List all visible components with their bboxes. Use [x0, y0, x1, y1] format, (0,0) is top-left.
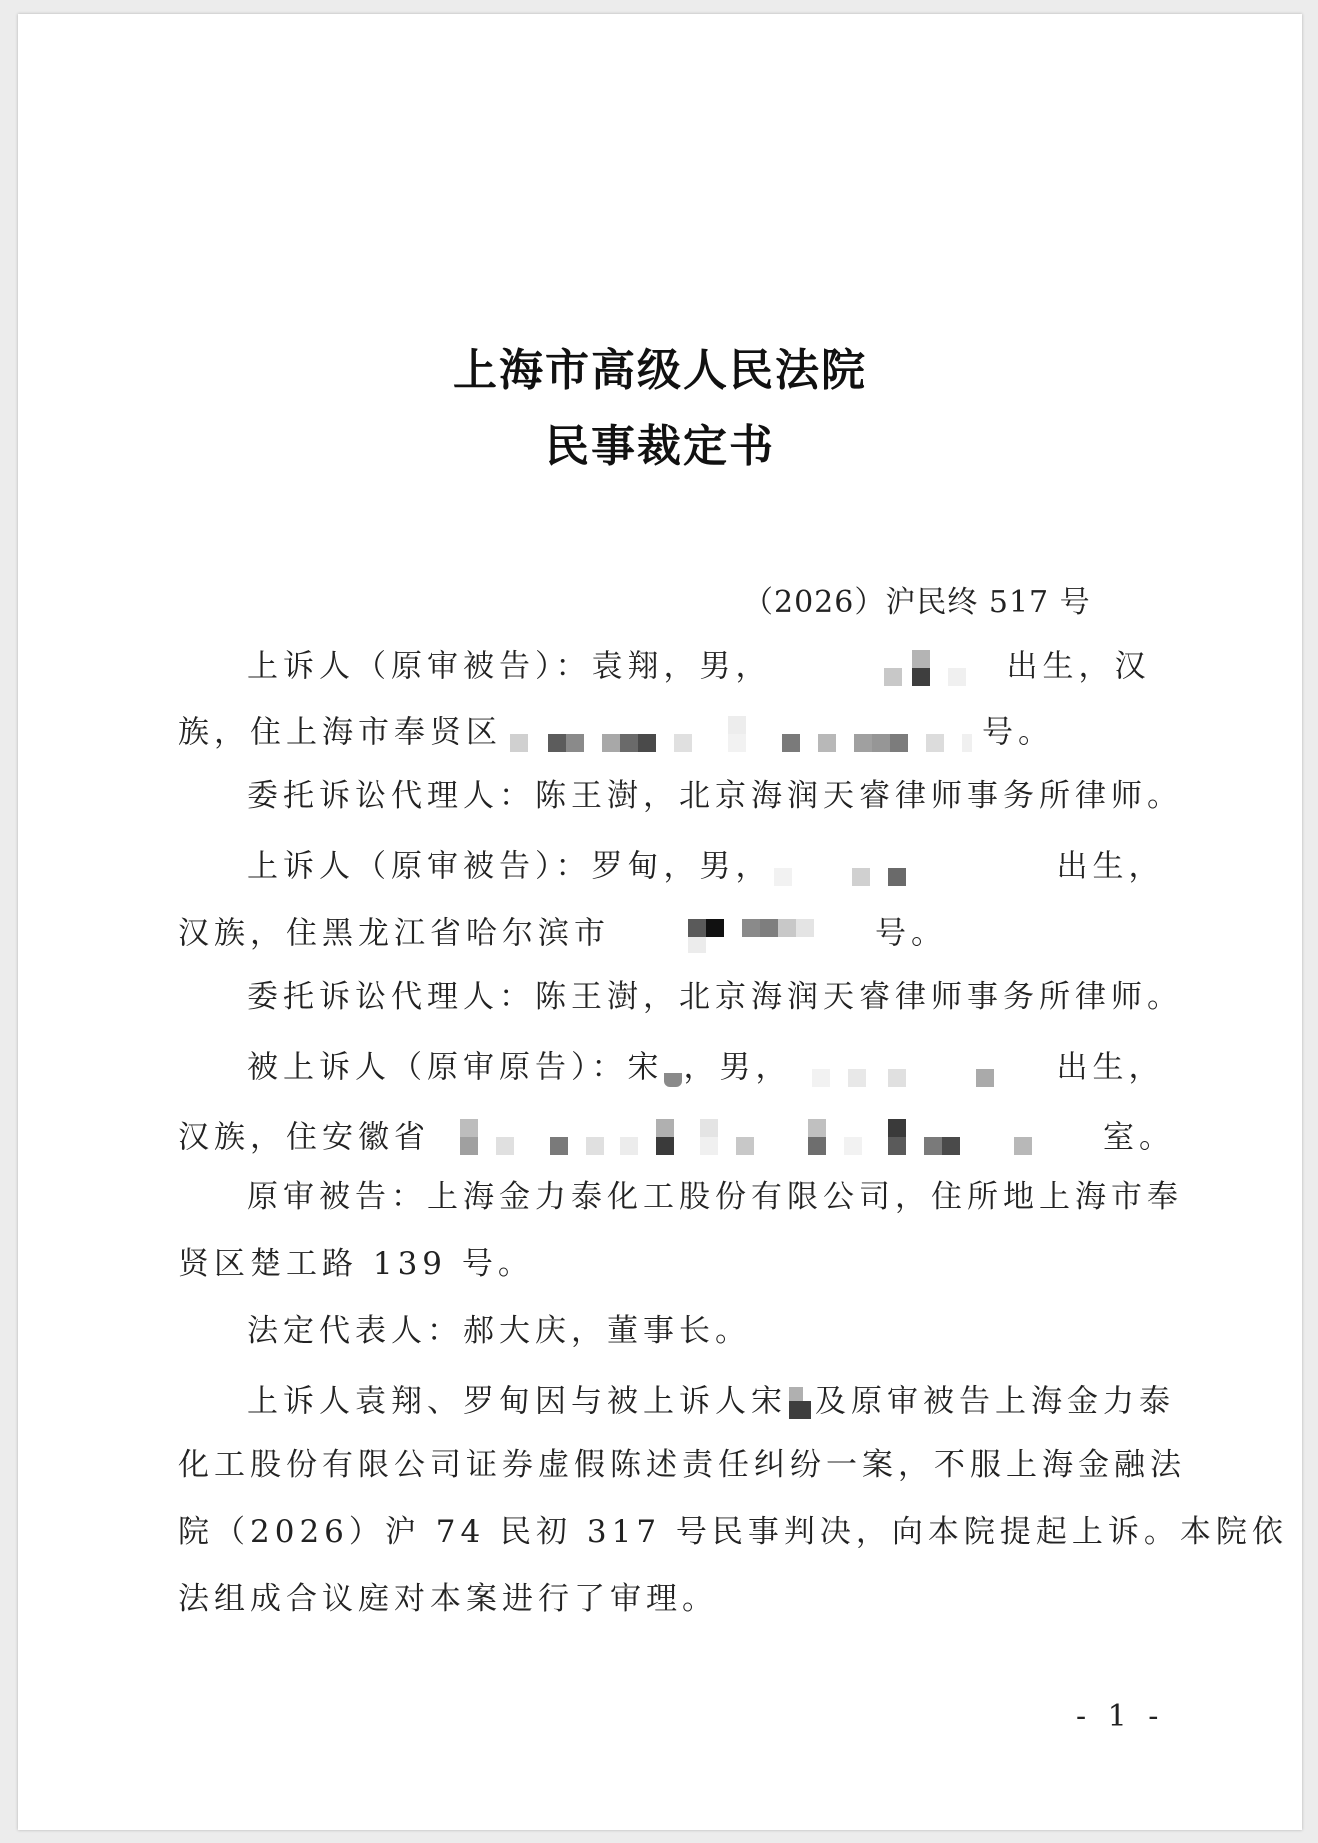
party-line: 法定代表人：郝大庆，董事长。 [247, 1313, 751, 1349]
party-line: 被上诉人（原审原告）：宋 ，男， 出生， [247, 1049, 1237, 1089]
document-type: 民事裁定书 [545, 421, 775, 472]
court-name: 上海市高级人民法院 [453, 345, 867, 396]
redaction-mosaic [772, 648, 1007, 688]
body-line: 化工股份有限公司证券虚假陈述责任纠纷一案，不服上海金融法 [178, 1447, 1186, 1483]
party-line: 族，住上海市奉贤区 号。 [178, 714, 1168, 754]
party-line: 上诉人（原审被告）：袁翔，男， 出生，汉 [247, 648, 1237, 688]
party-line: 委托诉讼代理人：陈王澍，北京海润天睿律师事务所律师。 [247, 778, 1183, 814]
redaction-mosaic [772, 848, 1057, 888]
redaction-mosaic [664, 1049, 684, 1089]
party-line: 汉族，住黑龙江省哈尔滨市 号。 [178, 915, 1168, 955]
redaction-mosaic [430, 1115, 1103, 1163]
party-line: 上诉人（原审被告）：罗甸，男， 出生， [247, 848, 1237, 888]
redaction-mosaic [787, 1383, 815, 1423]
body-line: 上诉人袁翔、罗甸因与被上诉人宋 及原审被告上海金力泰 [247, 1383, 1237, 1423]
body-line: 法组成合议庭对本案进行了审理。 [178, 1581, 718, 1617]
document-page [18, 14, 1302, 1830]
redaction-mosaic [610, 915, 875, 955]
party-line: 贤区楚工路 139 号。 [178, 1246, 534, 1282]
page-number: - 1 - [1076, 1699, 1165, 1734]
body-line: 院（2026）沪 74 民初 317 号民事判决，向本院提起上诉。本院依 [178, 1514, 1288, 1550]
redaction-mosaic [792, 1049, 1057, 1089]
party-line: 委托诉讼代理人：陈王澍，北京海润天睿律师事务所律师。 [247, 979, 1183, 1015]
redaction-mosaic [502, 714, 982, 754]
party-line: 汉族，住安徽省 室。 [178, 1115, 1168, 1163]
case-number: （2026）沪民终 517 号 [743, 585, 1091, 620]
party-line: 原审被告：上海金力泰化工股份有限公司，住所地上海市奉 [247, 1179, 1183, 1215]
